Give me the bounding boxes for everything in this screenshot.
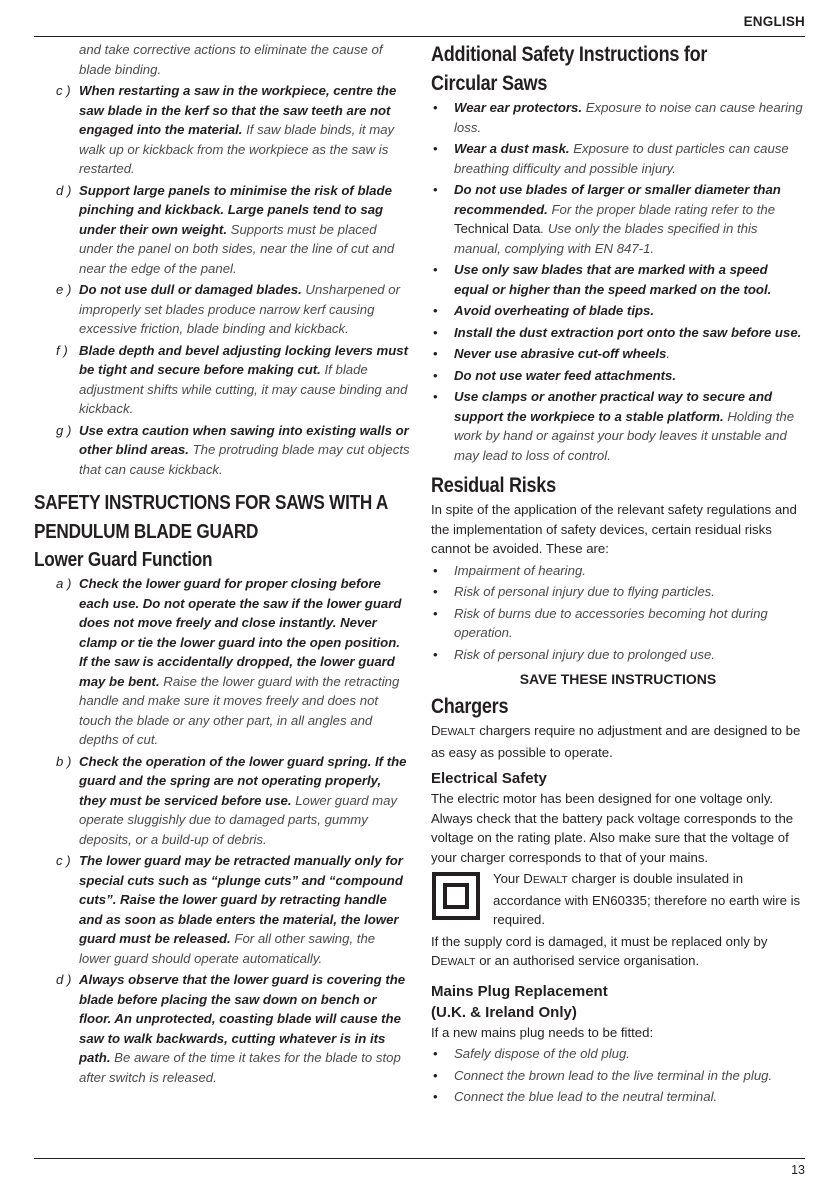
item-body (79, 81, 410, 179)
item-letter: c ) (56, 83, 71, 98)
residual-risks-heading: Residual Risks (431, 474, 556, 497)
bullet-dot: • (433, 262, 438, 277)
bullet-text: Impairment of hearing. (454, 562, 586, 578)
item-letter: d ) (56, 972, 72, 987)
item-bold-text: Always observe that the lower guard is covering the blade before placing the saw down on bench or floor. An unprotected, coasting blade will cause the saw to walk backwards, cutting whatever is in its path. (79, 972, 406, 1065)
residual-risks-intro: In spite of the application of the relevant safety regulations and the implementation of safety devices, certain residual risks cannot be avoided. These are: (431, 502, 797, 556)
item-letter: f ) (56, 342, 68, 358)
item-bold-text: The lower guard may be retracted manually only for special cuts such as “plunge cuts” and “compound cuts”. Raise the lower guard by retracting handle and as soon as blade enters the material, the lower guard must be released. (79, 853, 403, 946)
bullet-dot: • (433, 100, 438, 115)
footer-rule (34, 1158, 805, 1159)
bullet-body (454, 180, 805, 258)
item-letter: b ) (56, 753, 72, 769)
pendulum-heading-line1: SAFETY INSTRUCTIONS FOR SAWS WITH A (34, 492, 389, 514)
item-body (79, 341, 410, 419)
list-item (34, 851, 410, 968)
bullet-item (431, 180, 805, 258)
list-item (34, 574, 410, 750)
bullet-italic-text: . (666, 346, 670, 361)
page-number: 13 (791, 1163, 805, 1177)
list-item (34, 341, 410, 419)
item-letter: a ) (56, 576, 72, 591)
residual-risks-list (431, 561, 805, 665)
item-italic-text: Unsharpened or improperly set blades produce narrow kerf causing excessive friction, blade binding and kickback. (79, 282, 401, 336)
item-bold-text: Use extra caution when sawing into existing walls or other blind areas. (79, 422, 409, 457)
item-bold-text: Check the lower guard for proper closing before each use. Do not operate the saw if the lower guard does not move freely and close instantly. Never clamp or tie the lower guard into the open position. If the saw is accidentally dropped, the lower guard may be bent. (79, 576, 402, 689)
plug-intro: If a new mains plug needs to be fitted: (431, 1024, 654, 1040)
bullet-item (431, 1087, 805, 1107)
bullet-dot: • (433, 182, 438, 197)
bullet-dot: • (433, 646, 438, 662)
bullet-text: Risk of burns due to accessories becoming hot during operation. (454, 605, 768, 640)
right-column (431, 40, 805, 1109)
bullet-item (431, 139, 805, 178)
bullet-bold-text: Use only saw blades that are marked with a speed equal or higher than the speed marked on the tool. (454, 262, 772, 297)
bullet-body (454, 139, 805, 178)
bullet-normal-text: Technical Data (454, 221, 541, 236)
double-insulated-row (431, 869, 805, 930)
bullet-item (431, 1044, 805, 1064)
bullet-italic-text: Exposure to noise can cause hearing loss. (454, 100, 803, 135)
circular-saws-heading-line2: Circular Saws (431, 72, 548, 95)
bullet-dot: • (433, 1046, 438, 1061)
bullet-body (454, 260, 805, 299)
bullet-bold-text: Wear a dust mask. (454, 141, 570, 156)
bullet-body (454, 344, 805, 364)
save-instructions: SAVE THESE INSTRUCTIONS (519, 671, 717, 687)
item-bold-text: Support large panels to minimise the risk of blade pinching and kickback. Large panels tend to sag under their own weight. (79, 182, 392, 237)
supply-cord-text: If the supply cord is damaged, it must be replaced only by DEWALT or an authorised service organisation. (431, 933, 768, 968)
item-body (79, 181, 410, 279)
item-letter: e ) (56, 282, 72, 297)
bullet-body (454, 323, 805, 343)
item-italic-text: Lower guard may operate sluggishly due to damaged parts, gummy deposits, or a build-up of debris. (79, 792, 398, 847)
bullet-italic-text: . Use only the blades specified in this manual, complying with EN 847-1. (454, 221, 758, 256)
bullet-italic-text: Exposure to dust particles can cause breathing difficulty and possible injury. (454, 141, 789, 176)
item-body (79, 421, 410, 480)
bullet-dot: • (433, 562, 438, 578)
item-body (79, 280, 410, 339)
bullet-bold-text: Use clamps or another practical way to secure and support the workpiece to a stable platform. (454, 389, 773, 424)
bullet-item (431, 98, 805, 137)
bullet-text: Risk of personal injury due to flying particles. (454, 584, 715, 599)
bullet-item (431, 645, 805, 665)
bullet-item (431, 260, 805, 299)
bullet-bold-text: Do not use water feed attachments. (454, 367, 677, 383)
kickback-list (34, 81, 410, 479)
item-italic-text: Be aware of the time it takes for the blade to stop after switch is released. (79, 1050, 401, 1085)
chargers-text: DEWALT chargers require no adjustment and are designed to be as easy as possible to operate. (431, 723, 801, 760)
plug-heading-line1: Mains Plug Replacement (431, 982, 608, 1000)
item-italic-text: Supports must be placed under the panel on both sides, near the line of cut and near the edge of the panel. (79, 221, 395, 276)
bullet-bold-text: Install the dust extraction port onto the saw before use. (454, 324, 802, 340)
bullet-dot: • (433, 367, 438, 383)
item-body (79, 752, 410, 850)
item-body (79, 574, 410, 750)
item-bold-text: Blade depth and bevel adjusting locking levers must be tight and secure before making cut. (79, 342, 409, 377)
bullet-dot: • (433, 605, 438, 621)
bullet-dot: • (433, 141, 438, 156)
bullet-body (454, 98, 805, 137)
bullet-item (431, 344, 805, 364)
list-item (34, 181, 410, 279)
bullet-item (431, 366, 805, 386)
plug-list (431, 1044, 805, 1107)
item-italic-text: The protruding blade may cut objects that can cause kickback. (79, 442, 410, 477)
item-bold-text: When restarting a saw in the workpiece, centre the saw blade in the kerf so that the saw teeth are not engaged into the material. (79, 83, 397, 137)
bullet-bold-text: Avoid overheating of blade tips. (454, 303, 655, 318)
item-bold-text: Do not use dull or damaged blades. (79, 282, 302, 297)
bullet-dot: • (433, 1067, 438, 1083)
electrical-safety-heading: Electrical Safety (431, 770, 547, 787)
item-italic-text: Raise the lower guard with the retracting handle and make sure it moves freely and does not touch the blade or any other part, in all angles and depths of cut. (79, 673, 400, 747)
bullet-text: Safely dispose of the old plug. (454, 1046, 630, 1061)
bullet-item (431, 387, 805, 465)
item-body (79, 851, 410, 968)
bullet-bold-text: Wear ear protectors. (454, 100, 583, 115)
chargers-heading: Chargers (431, 695, 509, 718)
bullet-dot: • (433, 389, 438, 404)
bullet-dot: • (433, 584, 438, 599)
bullet-italic-text: Holding the work by hand or against your body leaves it unstable and may lead to loss of control. (454, 408, 795, 463)
bullet-dot: • (433, 346, 438, 361)
plug-heading-line2: (U.K. & Ireland Only) (431, 1003, 577, 1021)
lower-guard-list (34, 574, 410, 1087)
item-italic-text: If saw blade binds, it may walk up or kickback from the workpiece as the saw is restarted. (79, 122, 395, 176)
list-item (34, 752, 410, 850)
bullet-body (454, 366, 805, 386)
item-letter: d ) (56, 182, 72, 198)
lower-guard-heading: Lower Guard Function (34, 549, 213, 571)
double-insulation-icon (431, 871, 481, 921)
item-italic-text: If blade adjustment shifts while cutting, it may cause binding and kickback. (79, 362, 408, 416)
electrical-safety-text: The electric motor has been designed for one voltage only. Always check that the battery pack voltage corresponds to the voltage on the rating plate. Also make sure that the voltage of your charger corresponds to that of your mains. (431, 791, 794, 865)
item-letter: g ) (56, 422, 72, 438)
list-item (34, 970, 410, 1087)
bullet-dot: • (433, 324, 438, 340)
list-item (34, 280, 410, 339)
list-item (34, 421, 410, 480)
bullet-body (454, 301, 805, 321)
bullet-dot: • (433, 303, 438, 318)
double-insulated-text: Your DEWALT charger is double insulated in accordance with EN60335; therefore no earth wire is required. (493, 871, 801, 927)
bullet-dot: • (433, 1089, 438, 1104)
bullet-item (431, 1066, 805, 1086)
item-bold-text: Check the operation of the lower guard spring. If the guard and the spring are not operating properly, they must be serviced before use. (79, 753, 407, 808)
item-letter: c ) (56, 853, 71, 868)
bullet-body (454, 387, 805, 465)
pendulum-heading-line2: PENDULUM BLADE GUARD (34, 521, 259, 543)
list-item (34, 81, 410, 179)
header-rule (34, 36, 805, 37)
item-italic-text: For all other sawing, the lower guard should operate automatically. (79, 931, 376, 966)
item-body (79, 970, 410, 1087)
bullet-item (431, 582, 805, 602)
saw-safety-list (431, 98, 805, 465)
bullet-item (431, 323, 805, 343)
bullet-bold-text: Never use abrasive cut-off wheels (454, 346, 667, 361)
circular-saws-heading-line1: Additional Safety Instructions for (431, 43, 708, 66)
bullet-text: Connect the blue lead to the neutral terminal. (454, 1089, 718, 1104)
bullet-text: Connect the brown lead to the live terminal in the plug. (454, 1067, 773, 1083)
bullet-item (431, 301, 805, 321)
continued-text: and take corrective actions to eliminate the cause of blade binding. (79, 42, 383, 77)
bullet-item (431, 561, 805, 581)
bullet-bold-text: Do not use blades of larger or smaller diameter than recommended. (454, 182, 781, 217)
bullet-text: Risk of personal injury due to prolonged use. (454, 646, 715, 662)
left-column (34, 40, 410, 1089)
bullet-italic-text: For the proper blade rating refer to the (547, 201, 776, 217)
header-language: ENGLISH (743, 14, 805, 29)
bullet-item (431, 604, 805, 643)
